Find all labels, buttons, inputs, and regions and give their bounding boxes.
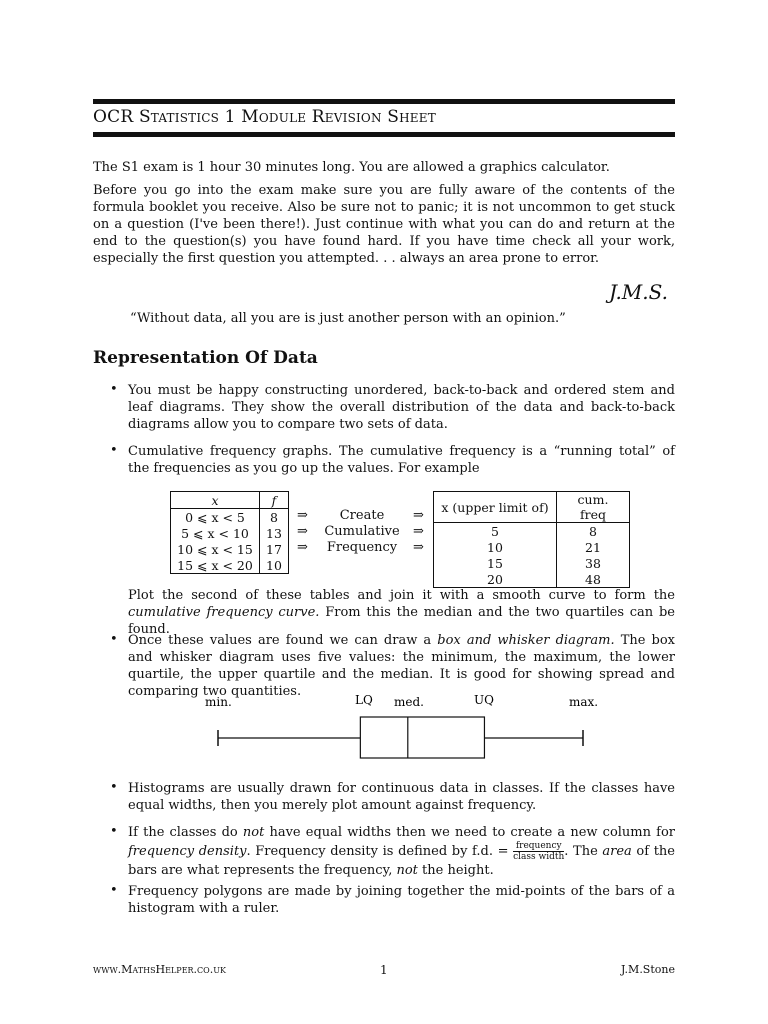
table-cell: 13 <box>260 525 289 541</box>
emphasis-text: not <box>242 825 265 840</box>
emphasis-text: area <box>602 844 632 859</box>
frequency-table <box>170 491 289 574</box>
arrow-icon: ⇒ <box>297 540 308 555</box>
header-rule-bottom <box>93 132 675 137</box>
bullet-stem-leaf: You must be happy constructing unordered, back-to-back and ordered stem and leaf diagrams. They show the overall distribution of the data and back-to-back diagrams allow you to compare two sets of data. <box>128 383 675 432</box>
intro-paragraph-2: Before you go into the exam make sure you are fully aware of the contents of the formula booklet you receive. Also be sure not to panic; it is not uncommon to get stuck on a question (I've been there!). Just continue with what you can do and return at the end to the question(s) you have found hard. If you have time check all your work, especially the first question you attempted. . . always an area prone to error. <box>93 183 675 266</box>
footer-right: J.M.Stone <box>621 963 675 976</box>
arrow-label: Cumulative <box>324 524 400 539</box>
arrow-icon: ⇒ <box>413 508 424 523</box>
bullet-icon: • <box>110 780 118 795</box>
table-cell: 0 ⩽ x < 5 <box>171 509 260 526</box>
bullet-icon: • <box>110 824 118 839</box>
emphasis-text: frequency density <box>128 844 247 859</box>
quote: “Without data, all you are is just another person with an opinion.” <box>130 311 566 326</box>
text-span: the height. <box>417 863 494 878</box>
table-header: x <box>171 492 260 509</box>
table-row <box>434 539 630 555</box>
table-cell: 8 <box>260 509 289 526</box>
label-lq: LQ <box>355 693 373 707</box>
text-span: of the bars are what represents the frequency, <box>128 844 675 878</box>
table-row <box>434 523 630 540</box>
table-cell: 10 <box>260 557 289 574</box>
header-rule-top <box>93 99 675 104</box>
table-header: cum. freq <box>557 492 630 523</box>
section-heading: Representation Of Data <box>93 348 318 368</box>
table-row <box>171 557 289 574</box>
table-cell: 10 <box>434 539 557 555</box>
bullet-histograms: Histograms are usually drawn for continuous data in classes. If the classes have equal widths, then you merely plot amount against frequency. <box>128 781 675 813</box>
text-span: . The <box>564 844 603 859</box>
table-row <box>434 571 630 588</box>
arrow-icon: ⇒ <box>413 524 424 539</box>
text-span: If the classes do <box>128 825 243 840</box>
label-max: max. <box>569 695 599 709</box>
bullet-icon: • <box>110 632 118 647</box>
cumulative-explanation <box>128 587 675 638</box>
bullet-frequency-polygons: Frequency polygons are made by joining together the mid-points of the bars of a histogram with a ruler. <box>128 884 675 916</box>
fraction-numerator: frequency <box>513 841 564 852</box>
text-span: The box and whisker diagram uses five values: the minimum, the maximum, the lower quartile, the upper quartile and the median. It is good for showing spread and comparing two quantities. <box>128 633 676 699</box>
table-row <box>171 509 289 526</box>
table-cell: 20 <box>434 571 557 588</box>
table-cell: 5 ⩽ x < 10 <box>171 525 260 541</box>
page-title: OCR Statistics 1 Module Revision Sheet <box>93 107 436 127</box>
arrow-icon: ⇒ <box>413 540 424 555</box>
text-span: From this the median and the two quartiles can be found. <box>128 605 675 637</box>
table-cell: 38 <box>557 555 630 571</box>
label-med: med. <box>394 695 424 709</box>
emphasis-text: box and whisker diagram. <box>437 633 615 648</box>
bullet-cumulative: Cumulative frequency graphs. The cumulative frequency is a “running total” of the frequencies as you go up the values. For example <box>128 444 675 476</box>
emphasis-text: not <box>396 863 418 878</box>
fraction-denominator: class width <box>513 852 565 862</box>
label-min: min. <box>205 695 232 709</box>
text-span: Plot the second of these tables and join it with a smooth curve to form the <box>128 588 675 603</box>
bullet-frequency-density <box>128 824 675 879</box>
quartile-box <box>360 717 484 758</box>
table-cell: 48 <box>557 571 630 588</box>
table-header: f <box>260 492 289 509</box>
arrow-icon: ⇒ <box>297 508 308 523</box>
table-cell: 15 ⩽ x < 20 <box>171 557 260 574</box>
table-row <box>171 525 289 541</box>
table-header: x (upper limit of) <box>434 492 557 523</box>
table-cell: 21 <box>557 539 630 555</box>
page-number: 1 <box>380 963 388 977</box>
signature: J.M.S. <box>608 280 668 304</box>
bullet-icon: • <box>110 443 118 458</box>
arrow-icon: ⇒ <box>297 524 308 539</box>
label-uq: UQ <box>474 693 494 707</box>
arrow-label: Create <box>339 508 385 523</box>
table-cell: 17 <box>260 541 289 557</box>
bullet-icon: • <box>110 382 118 397</box>
fraction <box>513 841 564 862</box>
text-span: Once these values are found we can draw a <box>128 633 438 648</box>
table-cell: 5 <box>434 523 557 540</box>
bullet-icon: • <box>110 883 118 898</box>
emphasis-text: cumulative frequency curve. <box>128 605 320 620</box>
text-span: . Frequency density is defined by f.d. = <box>246 844 514 859</box>
table-cell: 15 <box>434 555 557 571</box>
table-cell: 10 ⩽ x < 15 <box>171 541 260 557</box>
footer-left: www.MathsHelper.co.uk <box>93 963 226 976</box>
table-row <box>434 555 630 571</box>
table-row <box>171 541 289 557</box>
text-span: have equal widths then we need to create a new column for <box>264 825 676 840</box>
intro-paragraph-1: The S1 exam is 1 hour 30 minutes long. You are allowed a graphics calculator. <box>93 160 610 175</box>
arrow-label: Frequency <box>326 540 398 555</box>
table-cell: 8 <box>557 523 630 540</box>
cumulative-table <box>433 491 630 588</box>
box-whisker-diagram <box>0 690 768 770</box>
